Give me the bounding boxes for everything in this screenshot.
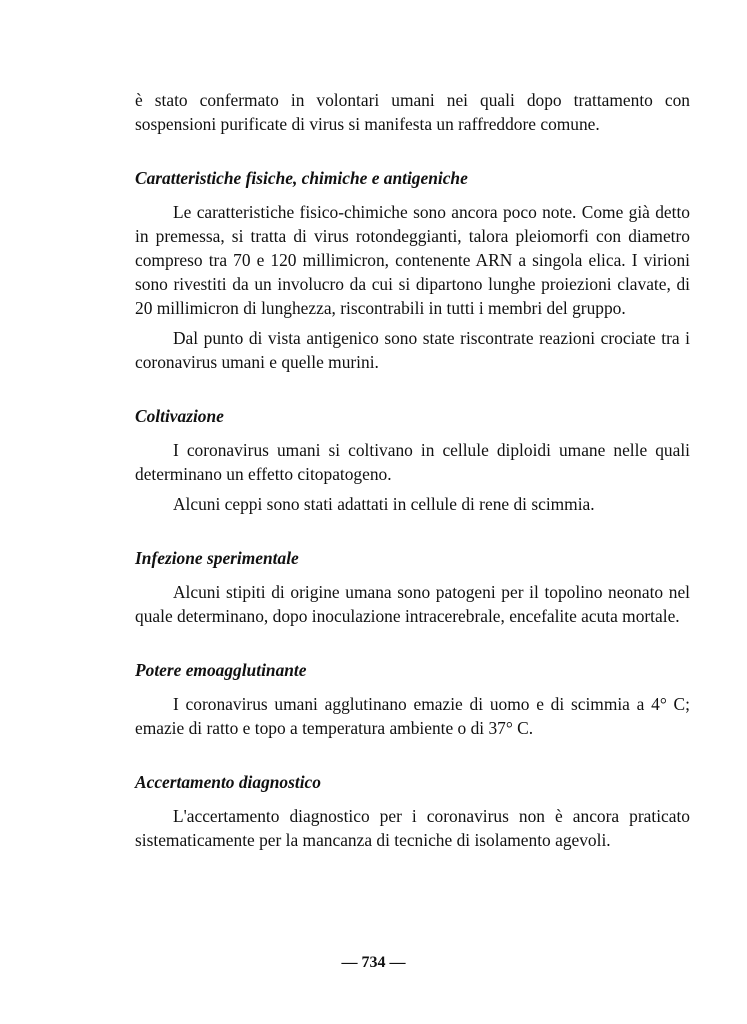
- paragraph: Alcuni stipiti di origine umana sono patogeni per il topolino neonato nel quale determinano, dopo inoculazione intracerebrale, encefalite acuta mortale.: [135, 582, 690, 626]
- page-number: — 734 —: [341, 954, 406, 971]
- paragraph: Le caratteristiche fisico-chimiche sono ancora poco note. Come già detto in premessa, si tratta di virus rotondeggianti, talora pleiomorfi con diametro compreso tra 70 e 120 millimicron, contenente ARN a singola elica. I virioni sono rivestiti da un involucro da cui si dipartono lunghe proiezioni clavate, di 20 millimicron di lunghezza, riscontrabili in tutti i membri del gruppo.: [135, 202, 690, 318]
- section-heading-caratteristiche: Caratteristiche fisiche, chimiche e antigeniche: [135, 168, 468, 188]
- section-heading-potere: Potere emoagglutinante: [135, 660, 307, 680]
- paragraph: Dal punto di vista antigenico sono state riscontrate reazioni crociate tra i coronavirus umani e quelle murini.: [135, 328, 690, 372]
- text-column: [135, 88, 690, 852]
- section-heading-coltivazione: Coltivazione: [135, 406, 224, 426]
- paragraph: Alcuni ceppi sono stati adattati in cellule di rene di scimmia.: [173, 494, 595, 514]
- intro-paragraph: è stato confermato in volontari umani nei quali dopo trattamento con sospensioni purificate di virus si manifesta un raffreddore comune.: [135, 90, 690, 134]
- paragraph: L'accertamento diagnostico per i coronavirus non è ancora praticato sistematicamente per la mancanza di tecniche di isolamento agevoli.: [135, 806, 690, 850]
- paragraph: I coronavirus umani agglutinano emazie di uomo e di scimmia a 4° C; emazie di ratto e topo a temperatura ambiente o di 37° C.: [135, 694, 690, 738]
- paragraph: I coronavirus umani si coltivano in cellule diploidi umane nelle quali determinano un effetto citopatogeno.: [135, 440, 690, 484]
- section-heading-infezione: Infezione sperimentale: [135, 548, 299, 568]
- section-heading-accertamento: Accertamento diagnostico: [135, 772, 321, 792]
